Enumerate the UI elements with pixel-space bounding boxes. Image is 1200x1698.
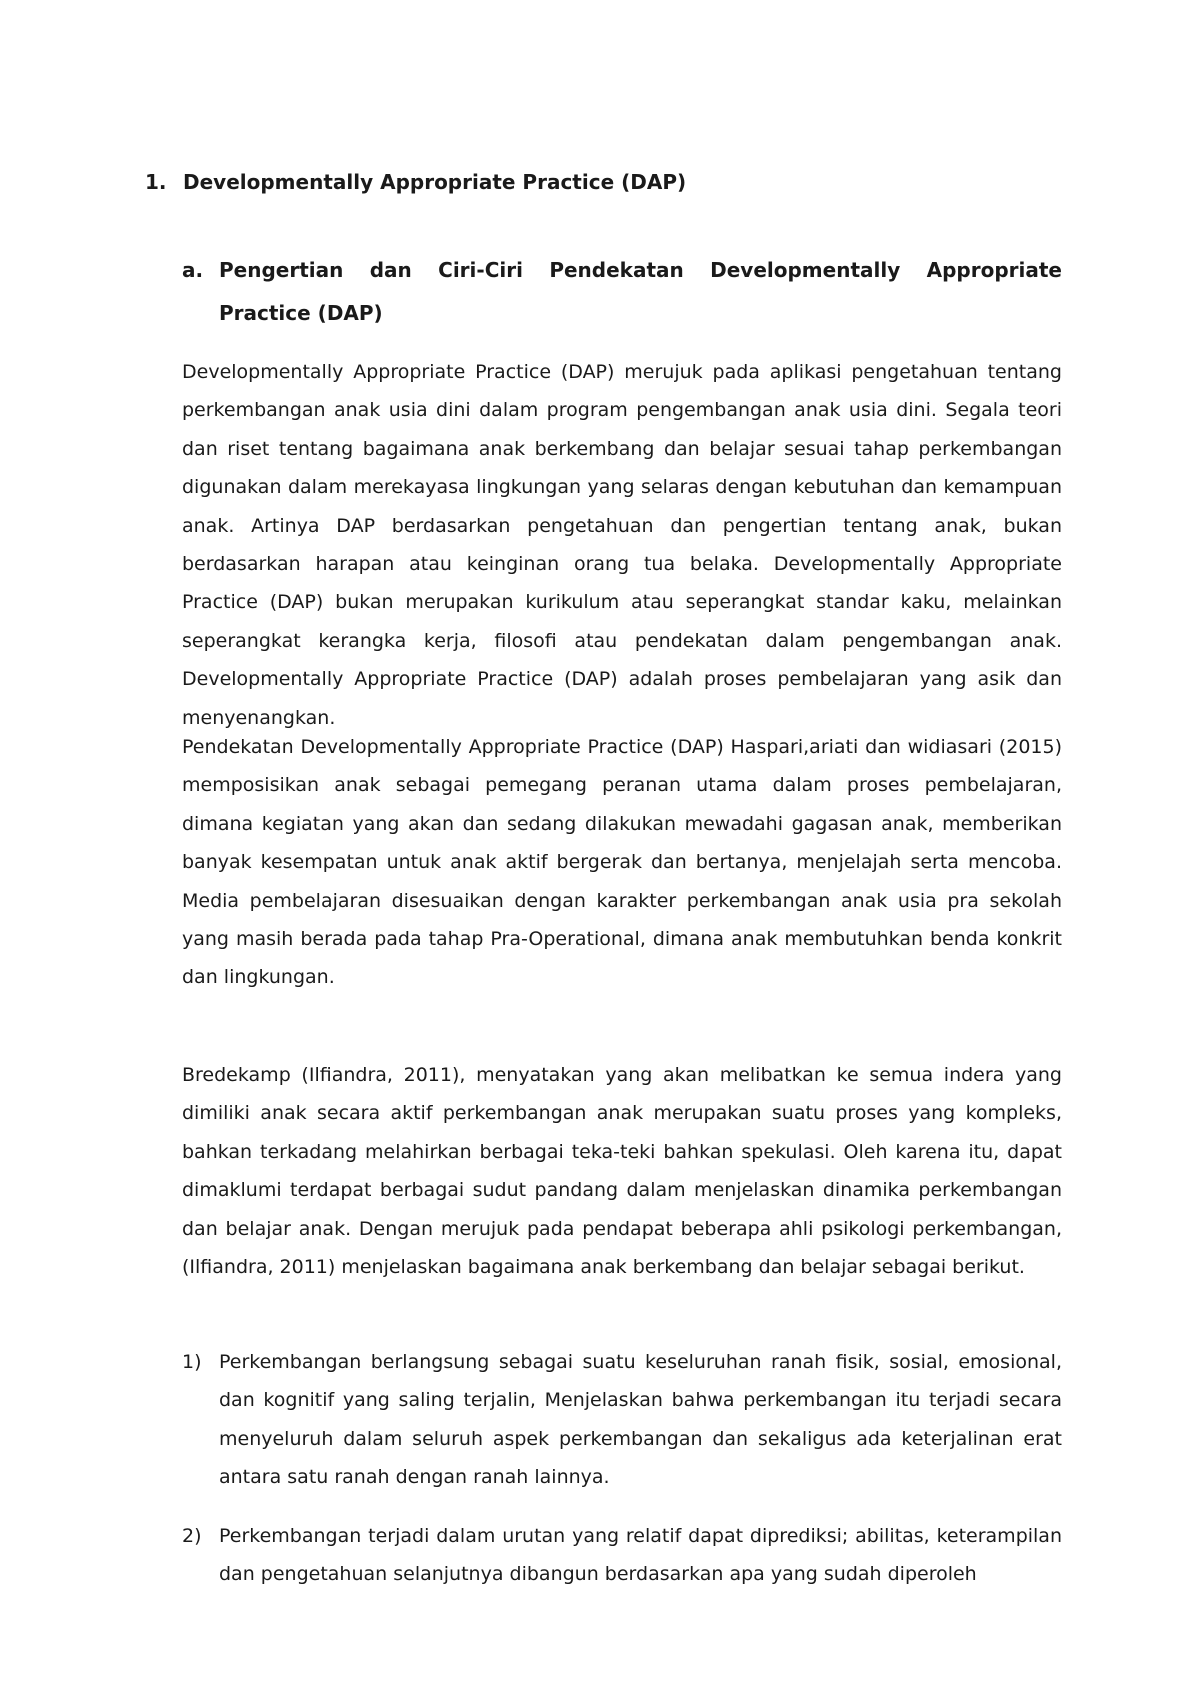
section-title: Developmentally Appropriate Practice (DAP) [183,170,687,194]
subsection-title: Pengertian dan Ciri-Ciri Pendekatan Developmentally Appropriate Practice (DAP) [219,258,1062,325]
subsection-heading [182,249,1062,335]
list-marker: 2) [182,1525,202,1547]
list-item-text: Perkembangan berlangsung sebagai suatu keseluruhan ranah fisik, sosial, emosional, dan kognitif yang saling terjalin, Menjelaskan bahwa perkembangan itu terjadi secara menyeluruh dalam seluruh aspek perkembangan dan sekaligus ada keterjalinan erat antara satu ranah dengan ranah lainnya. [219,1351,1062,1489]
section-number: 1. [145,170,167,194]
subsection-marker: a. [182,258,204,282]
paragraph: Developmentally Appropriate Practice (DAP) merujuk pada aplikasi pengetahuan tentang perkembangan anak usia dini dalam program pengembangan anak usia dini. Segala teori dan riset tentang bagaimana anak berkembang dan belajar sesuai tahap perkembangan digunakan dalam merekayasa lingkungan yang selaras dengan kebutuhan dan kemampuan anak. Artinya DAP berdasarkan pengetahuan dan pengertian tentang anak, bukan berdasarkan harapan atau keinginan orang tua belaka. Developmentally Appropriate Practice (DAP) bukan merupakan kurikulum atau seperangkat standar kaku, melainkan seperangkat kerangka kerja, filosofi atau pendekatan dalam pengembangan anak. Developmentally Appropriate Practice (DAP) adalah proses pembelajaran yang asik dan menyenangkan. [182,361,1062,729]
list-item [182,1343,1062,1497]
paragraph: Pendekatan Developmentally Appropriate Practice (DAP) Haspari,ariati dan widiasari (2015) memposisikan anak sebagai pemegang peranan utama dalam proses pembelajaran, dimana kegiatan yang akan dan sedang dilakukan mewadahi gagasan anak, memberikan banyak kesempatan untuk anak aktif bergerak dan bertanya, menjelajah serta mencoba. Media pembelajaran disesuaikan dengan karakter perkembangan anak usia pra sekolah yang masih berada pada tahap Pra-Operational, dimana anak membutuhkan benda konkrit dan lingkungan. [182,736,1062,989]
paragraph: Bredekamp (Ilfiandra, 2011), menyatakan yang akan melibatkan ke semua indera yang dimiliki anak secara aktif perkembangan anak merupakan suatu proses yang kompleks, bahkan terkadang melahirkan berbagai teka-teki bahkan spekulasi. Oleh karena itu, dapat dimaklumi terdapat berbagai sudut pandang dalam menjelaskan dinamika perkembangan dan belajar anak. Dengan merujuk pada pendapat beberapa ahli psikologi perkembangan, (Ilfiandra, 2011) menjelaskan bagaimana anak berkembang dan belajar sebagai berikut. [182,1064,1062,1279]
list-item-text: Perkembangan terjadi dalam urutan yang relatif dapat diprediksi; abilitas, keterampilan dan pengetahuan selanjutnya dibangun berdasarkan apa yang sudah diperoleh [219,1525,1062,1586]
list-item [182,1517,1062,1594]
section-heading [145,168,1045,196]
list-marker: 1) [182,1351,202,1373]
